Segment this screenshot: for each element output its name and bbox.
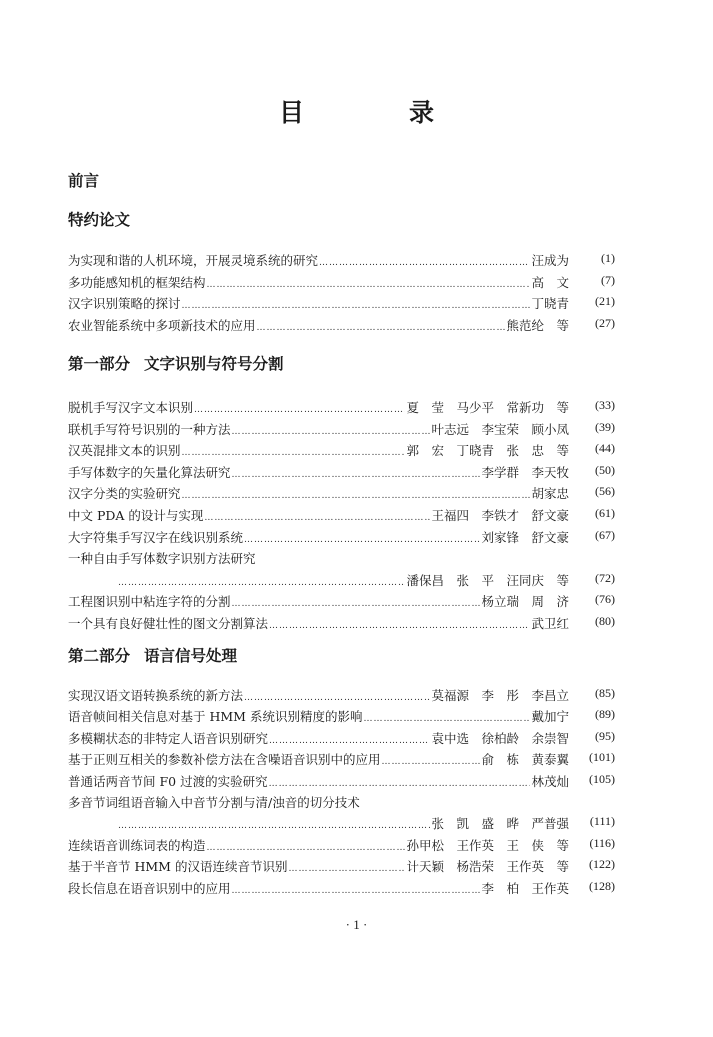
leader-dots <box>232 470 481 480</box>
entry-page: (7) <box>601 272 615 287</box>
toc-entry <box>68 772 613 792</box>
leader-dots <box>244 693 430 703</box>
part2-title: 语言信号处理 <box>144 647 238 665</box>
entry-title: 多音节词组语音输入中音节分割与清/浊音的切分技术 <box>68 795 360 810</box>
entry-title: 多功能感知机的框架结构 <box>68 274 206 290</box>
entry-author: 郭 宏 丁晓青 张 忠 等 <box>406 443 569 459</box>
entry-page: (101) <box>589 750 615 765</box>
toc-entry <box>68 398 613 418</box>
toc-entry <box>68 750 613 770</box>
toc-entry <box>68 316 613 336</box>
entry-page: (67) <box>595 527 615 542</box>
leader-dots <box>232 599 481 609</box>
leader-dots <box>319 258 530 268</box>
entry-author: 王福四 李铁才 舒文豪 <box>431 508 569 523</box>
entry-title: 农业智能系统中多项新技术的应用 <box>68 317 256 333</box>
entry-title: 中文 PDA 的设计与实现 <box>68 508 204 523</box>
entry-page: (128) <box>589 878 615 893</box>
entry-author: 刘家锋 舒文豪 <box>481 529 569 545</box>
leader-dots <box>207 843 406 853</box>
entry-title: 汉字识别策略的探讨 <box>68 296 181 311</box>
toc-entry <box>117 571 613 591</box>
entry-page: (116) <box>589 835 615 850</box>
entry-title: 段长信息在语音识别中的应用 <box>68 880 231 896</box>
toc-entry <box>68 793 613 813</box>
entry-author: 汪成为 <box>531 253 569 268</box>
toc-entry <box>68 506 613 526</box>
toc-entry <box>68 294 613 314</box>
leader-dots <box>288 864 405 874</box>
entry-title: 汉英混排文本的识别 <box>68 443 181 459</box>
toc-entry <box>68 614 613 634</box>
entry-page: (80) <box>595 614 615 628</box>
toc-entry <box>68 592 613 612</box>
part2-label: 第二部分 <box>68 647 131 665</box>
toc-entry <box>68 273 613 293</box>
section-heading-special: 特约论文 <box>68 211 131 229</box>
leader-dots <box>244 535 480 545</box>
entry-author: 胡家忠 <box>531 486 569 502</box>
entry-page: (50) <box>595 462 615 477</box>
toc-entry <box>68 707 613 727</box>
entry-page: (61) <box>595 506 615 520</box>
entry-page: (33) <box>595 398 615 412</box>
entry-author: 张 凯 盛 晔 严普强 <box>431 816 569 832</box>
entry-page: (122) <box>589 857 615 872</box>
entry-author: 莫福源 李 彤 李昌立 <box>431 688 569 703</box>
entry-title: 普通话两音节间 F0 过渡的实验研究 <box>68 773 268 789</box>
leader-dots <box>207 280 531 290</box>
toc-entry <box>68 549 613 569</box>
entry-author: 计天颖 杨浩荣 王作英 等 <box>406 859 569 875</box>
entry-title: 连续语音训练词表的构造 <box>68 837 206 853</box>
entry-page: (72) <box>595 570 615 585</box>
entry-author: 武卫红 <box>531 616 569 631</box>
entry-page: (1) <box>601 251 615 265</box>
toc-entry <box>68 879 613 899</box>
entry-author: 戴加宁 <box>531 709 569 725</box>
entry-page: (21) <box>595 294 615 308</box>
toc-entry <box>68 836 613 856</box>
toc-entry <box>68 686 613 706</box>
section-heading-part1 <box>68 352 284 374</box>
entry-author: 林茂灿 <box>531 773 569 789</box>
toc-entry <box>68 484 613 504</box>
entry-title: 大字符集手写汉字在线识别系统 <box>68 529 244 545</box>
part1-title: 文字识别与符号分割 <box>144 355 284 373</box>
section-heading-part2 <box>68 644 237 666</box>
entry-author: 李 柏 王作英 <box>481 880 569 896</box>
entry-title: 汉字分类的实验研究 <box>68 486 181 502</box>
page-number: · 1 · <box>345 917 368 932</box>
entry-author: 叶志远 李宝荣 顾小凤 <box>431 421 569 437</box>
entry-title: 为实现和谐的人机环境，开展灵境系统的研究 <box>68 253 319 268</box>
leader-dots <box>363 714 530 724</box>
entry-title: 一个具有良好健壮性的图文分割算法 <box>68 616 269 631</box>
entry-title: 一种自由手写体数字识别方法研究 <box>68 551 256 567</box>
entry-page: (111) <box>589 814 615 829</box>
entry-title: 实现汉语文语转换系统的新方法 <box>68 688 244 703</box>
leader-dots <box>204 513 430 523</box>
entry-title: 基于半音节 HMM 的汉语连续音节识别 <box>68 859 288 875</box>
entry-page: (89) <box>595 707 615 722</box>
leader-dots <box>194 405 405 415</box>
leader-dots <box>269 779 531 789</box>
toc-entry <box>117 814 613 834</box>
entry-title: 联机手写符号识别的一种方法 <box>68 421 231 437</box>
leader-dots <box>232 886 481 896</box>
entry-title: 基于正则互相关的参数补偿方法在含噪语音识别中的应用 <box>68 752 381 768</box>
leader-dots <box>182 301 531 311</box>
entry-page: (27) <box>595 315 615 330</box>
entry-page: (44) <box>595 441 615 456</box>
entry-author: 李学群 李天牧 <box>481 464 569 480</box>
entry-title: 语音帧间相关信息对基于 HMM 系统识别精度的影响 <box>68 709 363 725</box>
entry-author: 丁晓青 <box>531 296 569 311</box>
leader-dots <box>382 757 481 767</box>
leader-dots <box>269 736 430 746</box>
toc-entry <box>68 729 613 749</box>
entry-author: 潘保昌 张 平 汪同庆 等 <box>406 572 569 588</box>
toc-entry <box>68 251 613 271</box>
part1-label: 第一部分 <box>68 355 131 373</box>
entry-author: 俞 栋 黄泰翼 <box>481 752 569 768</box>
entry-page: (39) <box>595 419 615 434</box>
toc-entry <box>68 528 613 548</box>
leader-dots <box>118 821 430 831</box>
entry-author: 熊范纶 等 <box>506 317 569 333</box>
entry-author: 杨立瑞 周 济 <box>481 594 569 610</box>
entry-page: (85) <box>595 686 615 700</box>
entry-page: (56) <box>595 484 615 499</box>
toc-entry <box>68 420 613 440</box>
entry-page: (76) <box>595 592 615 607</box>
leader-dots <box>182 448 406 458</box>
entry-author: 夏 莹 马少平 常新功 等 <box>406 400 569 415</box>
leader-dots <box>232 427 431 437</box>
entry-author: 袁中选 徐柏龄 余崇智 <box>431 730 569 746</box>
page-title: 目 录 <box>278 98 474 127</box>
toc-entry <box>68 857 613 877</box>
entry-page: (105) <box>589 771 615 786</box>
entry-author: 高 文 <box>531 274 569 290</box>
leader-dots <box>118 578 405 588</box>
section-heading-preface: 前言 <box>68 172 100 190</box>
toc-entry <box>68 441 613 461</box>
leader-dots <box>257 323 506 333</box>
entry-author: 孙甲松 王作英 王 侠 等 <box>406 837 569 853</box>
toc-entry <box>68 463 613 483</box>
leader-dots <box>182 491 531 501</box>
entry-title: 手写体数字的矢量化算法研究 <box>68 464 231 480</box>
entry-page: (95) <box>595 728 615 743</box>
entry-title: 工程图识别中粘连字符的分割 <box>68 594 231 610</box>
leader-dots <box>269 621 530 631</box>
entry-title: 多模糊状态的非特定人语音识别研究 <box>68 730 269 746</box>
entry-title: 脱机手写汉字文本识别 <box>68 400 194 415</box>
